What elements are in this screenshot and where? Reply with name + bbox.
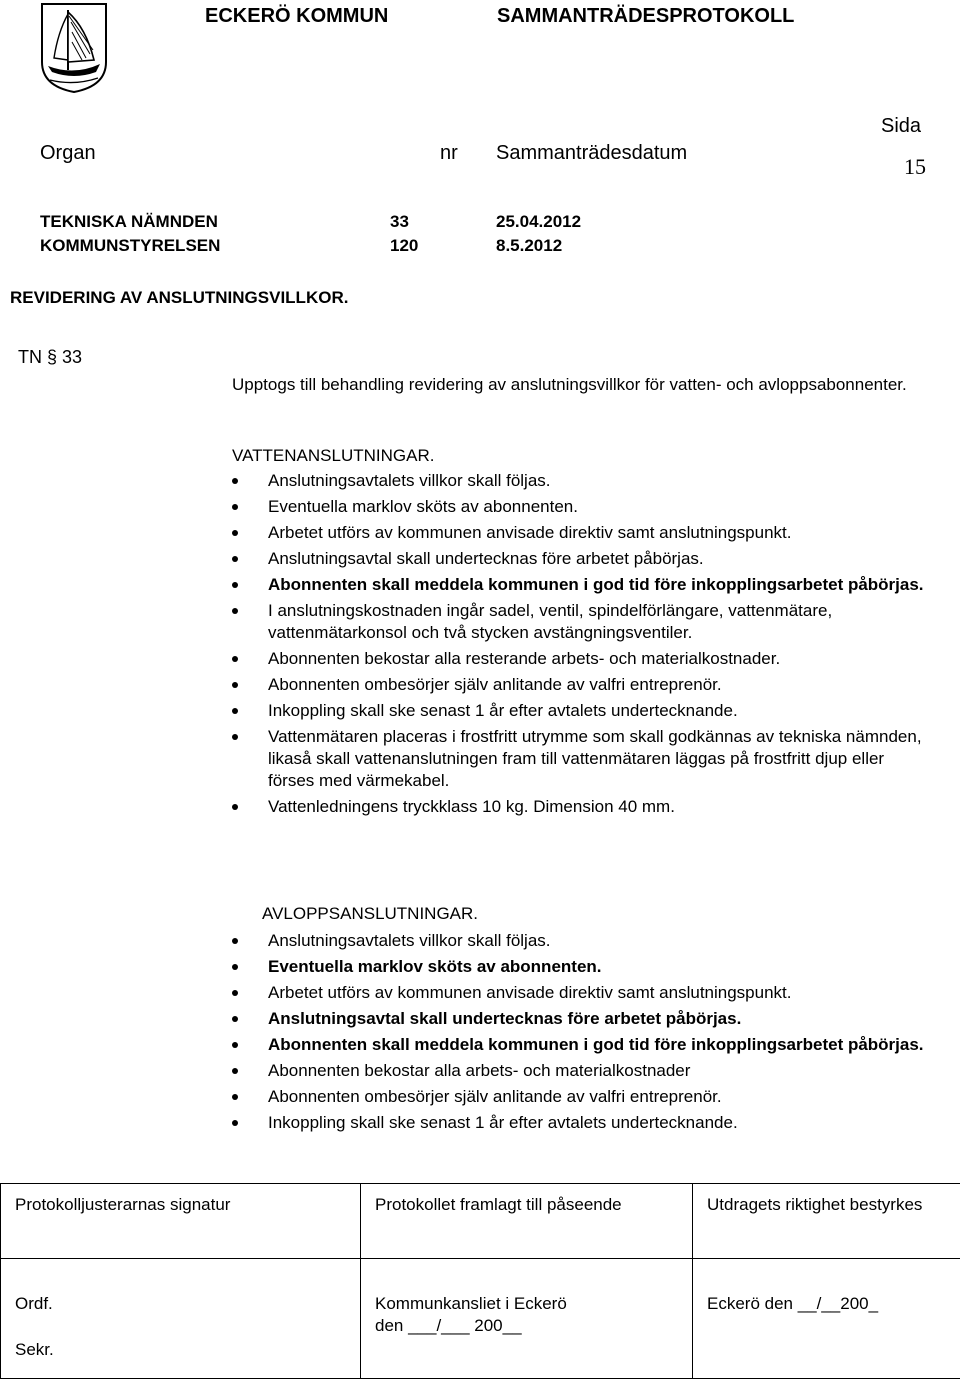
list-item-text: Anslutningsavtalets villkor skall följas. (268, 471, 551, 490)
list-item-text: Eventuella marklov sköts av abonnenten. (268, 957, 602, 976)
list-item (232, 574, 932, 596)
signature-label: Protokolljusterarnas signatur (15, 1195, 231, 1214)
municipality-ship-logo (38, 2, 110, 94)
list-item (232, 1060, 932, 1082)
list-item (232, 600, 932, 644)
bullet-icon (232, 734, 238, 740)
list-item (232, 700, 932, 722)
bullet-icon (232, 504, 238, 510)
meeting-date: 25.04.2012 (496, 212, 582, 231)
section-reference: TN § 33 (18, 347, 83, 367)
list-item (232, 956, 932, 978)
list-item (232, 930, 932, 952)
list-item (232, 522, 932, 544)
office-name: Kommunkansliet i Eckerö (375, 1294, 567, 1313)
page-label: Sida (881, 115, 922, 137)
list-item-text: Abonnenten bekostar alla resterande arbets- och materialkostnader. (268, 649, 781, 668)
list-item (232, 1086, 932, 1108)
organ-name: KOMMUNSTYRELSEN (40, 236, 221, 255)
list-item-text: Anslutningsavtal skall undertecknas före arbetet påbörjas. (268, 549, 704, 568)
bullet-icon (232, 1042, 238, 1048)
meeting-date-label: Sammanträdesdatum (496, 142, 688, 164)
case-number: 33 (390, 212, 409, 231)
list-item-text: Eventuella marklov sköts av abonnenten. (268, 497, 578, 516)
water-heading: VATTENANSLUTNINGAR. (232, 446, 435, 465)
case-number: 120 (390, 236, 419, 255)
list-item (232, 674, 932, 696)
signature-table (0, 1183, 960, 1379)
bullet-icon (232, 1016, 238, 1022)
bullet-icon (232, 478, 238, 484)
chair-label: Ordf. (15, 1294, 53, 1313)
place-date: Eckerö den __/__200_ (707, 1294, 879, 1313)
organ-name: TEKNISKA NÄMNDEN (40, 212, 218, 231)
bullet-icon (232, 682, 238, 688)
bullet-icon (232, 556, 238, 562)
sewer-heading: AVLOPPSANSLUTNINGAR. (262, 904, 479, 923)
list-item-text: Inkoppling skall ske senast 1 år efter avtalets undertecknande. (268, 701, 738, 720)
list-item (232, 982, 932, 1004)
nr-label: nr (440, 142, 458, 164)
list-item (232, 1034, 932, 1056)
list-item-text: Arbetet utförs av kommunen anvisade direktiv samt anslutningspunkt. (268, 523, 792, 542)
list-item-text: Abonnenten skall meddela kommunen i god tid före inkopplingsarbetet påbörjas. (268, 575, 924, 594)
bullet-icon (232, 656, 238, 662)
list-item (232, 796, 932, 818)
list-item-text: Abonnenten ombesörjer själv anlitande av valfri entreprenör. (268, 675, 722, 694)
list-item (232, 496, 932, 518)
list-item (232, 648, 932, 670)
list-item-text: Inkoppling skall ske senast 1 år efter avtalets undertecknande. (268, 1113, 738, 1132)
list-item-text: Vattenmätaren placeras i frostfritt utrymme som skall godkännas av tekniska nämnden, likaså skall vattenanslutningen fram till vattenmätaren läggas på frostfritt djup eller förses med värmekabel. (268, 727, 922, 790)
list-item-text: Abonnenten skall meddela kommunen i god tid före inkopplingsarbetet påbörjas. (268, 1035, 924, 1054)
bullet-icon (232, 1120, 238, 1126)
list-item-text: I anslutningskostnaden ingår sadel, ventil, spindelförlängare, vattenmätare, vattenmätarkonsol och två stycken avstängningsventiler. (268, 601, 833, 642)
page-number: 15 (904, 154, 926, 179)
list-item-text: Vattenledningens tryckklass 10 kg. Dimension 40 mm. (268, 797, 675, 816)
list-item (232, 548, 932, 570)
bullet-icon (232, 804, 238, 810)
list-item-text: Abonnenten bekostar alla arbets- och materialkostnader (268, 1061, 691, 1080)
list-item-text: Arbetet utförs av kommunen anvisade direktiv samt anslutningspunkt. (268, 983, 792, 1002)
extract-label: Utdragets riktighet bestyrkes (707, 1195, 923, 1214)
meeting-date: 8.5.2012 (496, 236, 563, 255)
document-type: SAMMANTRÄDESPROTOKOLL (497, 5, 795, 27)
list-item-text: Abonnenten ombesörjer själv anlitande av valfri entreprenör. (268, 1087, 722, 1106)
bullet-icon (232, 938, 238, 944)
water-conditions-list (232, 470, 932, 822)
list-item-text: Anslutningsavtal skall undertecknas före arbetet påbörjas. (268, 1009, 742, 1028)
intro-paragraph: Upptogs till behandling revidering av anslutningsvillkor för vatten- och avloppsabonnenter. (232, 375, 907, 394)
bullet-icon (232, 1068, 238, 1074)
bullet-icon (232, 582, 238, 588)
posted-label: Protokollet framlagt till påseende (375, 1195, 622, 1214)
list-item (232, 1112, 932, 1134)
organ-label: Organ (40, 142, 96, 164)
sewer-conditions-list (232, 930, 932, 1138)
municipality-name: ECKERÖ KOMMUN (205, 5, 389, 27)
bullet-icon (232, 708, 238, 714)
bullet-icon (232, 964, 238, 970)
office-date: den ___/___ 200__ (375, 1316, 522, 1335)
list-item (232, 470, 932, 492)
document-title: REVIDERING AV ANSLUTNINGSVILLKOR. (10, 288, 349, 307)
bullet-icon (232, 1094, 238, 1100)
list-item (232, 726, 932, 792)
secretary-label: Sekr. (15, 1340, 54, 1359)
bullet-icon (232, 530, 238, 536)
list-item (232, 1008, 932, 1030)
bullet-icon (232, 990, 238, 996)
bullet-icon (232, 608, 238, 614)
list-item-text: Anslutningsavtalets villkor skall följas. (268, 931, 551, 950)
